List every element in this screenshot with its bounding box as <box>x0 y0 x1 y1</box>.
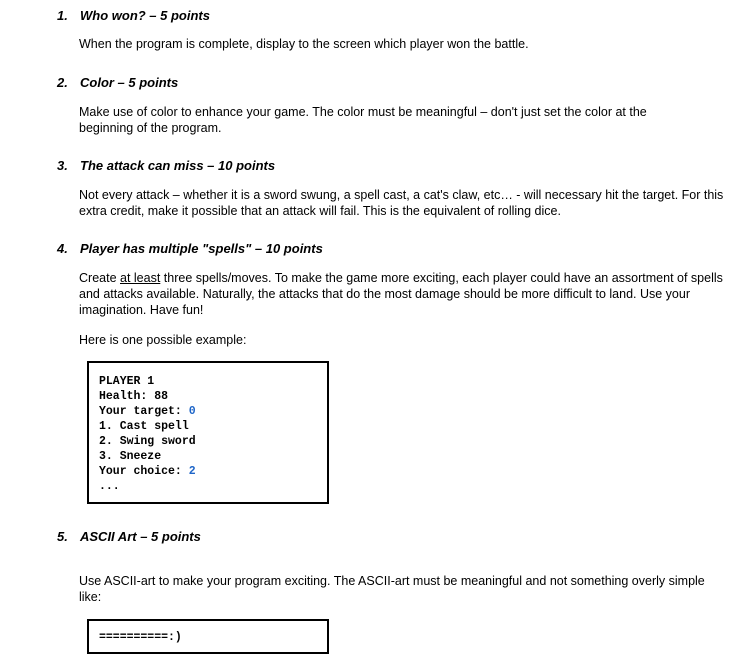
item-4-text-pre: Create <box>79 271 120 285</box>
code-choice-value: 2 <box>188 465 196 478</box>
code-line-player: PLAYER 1 <box>99 375 155 388</box>
code-line-option-3: 3. Sneeze <box>99 450 162 463</box>
item-5-number: 5. <box>57 529 68 544</box>
item-1-number: 1. <box>57 8 68 23</box>
item-3-title: The attack can miss – 10 points <box>80 158 276 173</box>
item-5-text: Use ASCII-art to make your program exciting. The ASCII-art must be meaningful and not something overly simple like: <box>79 574 705 604</box>
ascii-example-box <box>87 619 329 654</box>
code-line-option-2: 2. Swing sword <box>99 435 196 448</box>
ascii-example-line: ==========:) <box>99 631 182 644</box>
item-4-title: Player has multiple "spells" – 10 points <box>80 241 323 256</box>
item-2-title: Color – 5 points <box>80 75 179 90</box>
item-4-text-post: three spells/moves. To make the game more exciting, each player could have an assortment of spells and attacks available. Naturally, the attacks that do the most damage should be more difficult to land. Use your imagination. Have fun! <box>79 271 723 317</box>
item-3-number: 3. <box>57 158 68 173</box>
code-target-label: Your target: <box>99 405 189 418</box>
item-1-text: When the program is complete, display to the screen which player won the battle. <box>79 37 529 51</box>
code-example-box <box>87 361 329 504</box>
code-line-ellipsis: ... <box>99 480 120 493</box>
item-3-text: Not every attack – whether it is a sword swung, a spell cast, a cat's claw, etc… - will necessary hit the target. For this extra credit, make it possible that an attack will fail. This is the equivalent of rolling dice. <box>79 188 724 218</box>
item-4-text-underline: at least <box>120 271 161 285</box>
code-choice-label: Your choice: <box>99 465 189 478</box>
code-line-option-1: 1. Cast spell <box>99 420 189 433</box>
item-4-number: 4. <box>57 241 68 256</box>
item-5-title: ASCII Art – 5 points <box>80 529 201 544</box>
code-line-health: Health: 88 <box>99 390 169 403</box>
item-4-example-intro: Here is one possible example: <box>79 333 247 347</box>
item-1-title: Who won? – 5 points <box>80 8 210 23</box>
item-4-text <box>79 270 729 318</box>
item-2-number: 2. <box>57 75 68 90</box>
code-line-target <box>99 404 327 419</box>
code-target-value: 0 <box>188 405 196 418</box>
code-line-choice <box>99 464 327 479</box>
item-2-text: Make use of color to enhance your game. The color must be meaningful – don't just set the color at the beginning of the program. <box>79 105 647 135</box>
